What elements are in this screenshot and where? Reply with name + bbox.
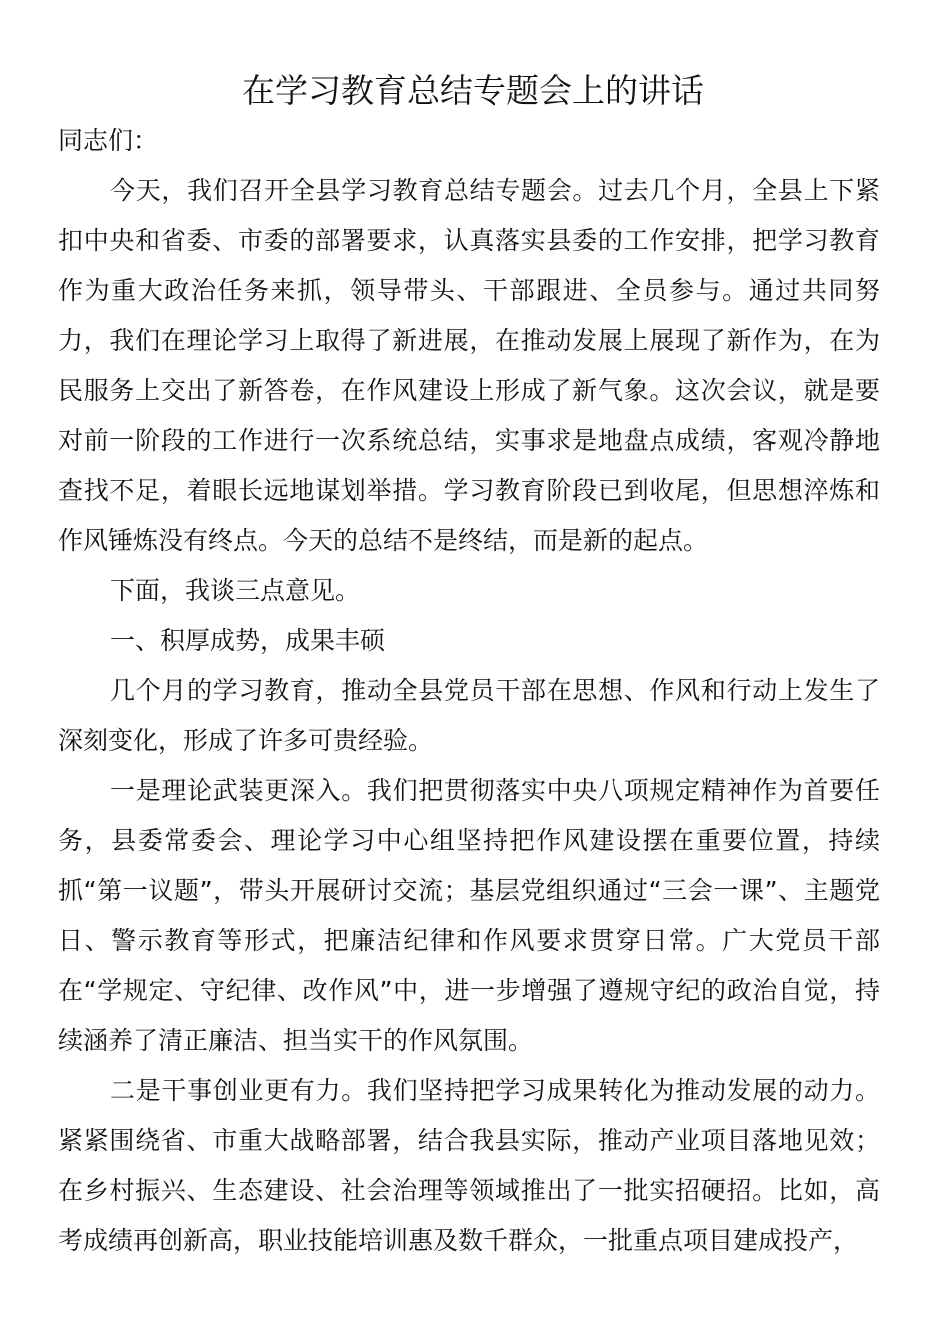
paragraph-intro: 下面，我谈三点意见。 [110,576,361,605]
paragraph-theory: 一是理论武装更深入。我们把贯彻落实中央八项规定精神作为首要任务，县委常委会、理论学习中心组坚持把作风建设摆在重要位置，持续抓“第一议题”，带头开展研讨交流；基层党组织通过“三会一课”、主题党日、警示教育等形式，把廉洁纪律和作风要求贯穿日常。广大党员干部在“学规定、守纪律、改作风”中，进一步增强了遵规守纪的政治自觉，持续涵养了清正廉洁、担当实干的作风氛围。 [58,776,880,1055]
salutation: 同志们： [58,126,159,155]
section-heading-1: 一、积厚成势，成果丰硕 [110,626,386,655]
paragraph-section-1-summary: 几个月的学习教育，推动全县党员干部在思想、作风和行动上发生了深刻变化，形成了许多可贵经验。 [58,676,880,755]
paragraph-work: 二是干事创业更有力。我们坚持把学习成果转化为推动发展的动力。紧紧围绕省、市重大战略部署，结合我县实际，推动产业项目落地见效；在乡村振兴、生态建设、社会治理等领域推出了一批实招硬招。比如，高考成绩再创新高，职业技能培训惠及数千群众，一批重点项目建成投产， [58,1076,880,1255]
paragraph-opening: 今天，我们召开全县学习教育总结专题会。过去几个月，全县上下紧扣中央和省委、市委的部署要求，认真落实县委的工作安排，把学习教育作为重大政治任务来抓，领导带头、干部跟进、全员参与。通过共同努力，我们在理论学习上取得了新进展，在推动发展上展现了新作为，在为民服务上交出了新答卷，在作风建设上形成了新气象。这次会议，就是要对前一阶段的工作进行一次系统总结，实事求是地盘点成绩，客观冷静地查找不足，着眼长远地谋划举措。学习教育阶段已到收尾，但思想淬炼和作风锤炼没有终点。今天的总结不是终结，而是新的起点。 [58,176,880,555]
page-title: 在学习教育总结专题会上的讲话 [242,71,704,110]
